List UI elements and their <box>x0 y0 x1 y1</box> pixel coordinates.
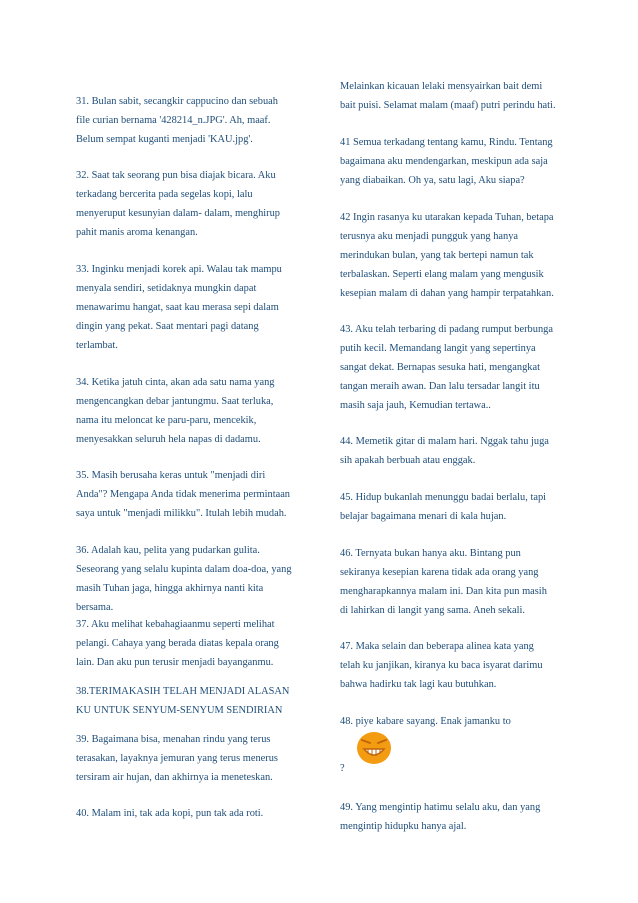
text-line: dingin yang pekat. Saat mentari pagi datang <box>76 321 259 332</box>
text-line: masih Tuhan jaga, hingga akhirnya nanti kita <box>76 583 264 594</box>
text-line: ? <box>340 763 345 774</box>
text-line: 49. Yang mengintip hatimu selalu aku, dan yang <box>340 802 541 813</box>
text-line: bagaimana aku mendengarkan, meskipun ada saja <box>340 156 548 167</box>
text-line: Melainkan kicauan lelaki mensyairkan bait demi <box>340 81 543 92</box>
text-line: 36. Adalah kau, pelita yang pudarkan gulita. <box>76 545 260 556</box>
text-line: saya untuk "menjadi milikku". Itulah lebih mudah. <box>76 508 287 519</box>
text-line: sangat dekat. Bernapas sesuka hati, mengangkat <box>340 362 540 373</box>
text-line: putih kecil. Memandang langit yang sepertinya <box>340 343 536 354</box>
text-line: tangan meraih awan. Dan lalu tersadar langit itu <box>340 381 540 392</box>
text-line: bahwa hadirku tak lagi kau butuhkan. <box>340 679 497 690</box>
text-line: tersiram air hujan, dan akhirnya ia meneteskan. <box>76 772 273 783</box>
text-line: 38.TERIMAKASIH TELAH MENJADI ALASAN <box>76 686 290 697</box>
text-line: 37. Aku melihat kebahagiaanmu seperti melihat <box>76 619 275 630</box>
text-line: pelangi. Cahaya yang berada diatas kepala orang <box>76 638 279 649</box>
text-line: sekiranya kesepian karena tidak ada orang yang <box>340 567 539 578</box>
text-line: di lahirkan di langit yang sama. Aneh sekali. <box>340 605 525 616</box>
text-line: 40. Malam ini, tak ada kopi, pun tak ada roti. <box>76 808 264 819</box>
text-line: terasakan, layaknya jemuran yang terus menerus <box>76 753 278 764</box>
text-line: mengintip hidupku hanya ajal. <box>340 821 467 832</box>
text-line: pahit manis aroma kenangan. <box>76 227 198 238</box>
text-line: 42 Ingin rasanya ku utarakan kepada Tuhan, betapa <box>340 212 554 223</box>
text-line: 39. Bagaimana bisa, menahan rindu yang terus <box>76 734 271 745</box>
text-line: menyesakkan seluruh hela napas di dadamu. <box>76 434 261 445</box>
text-line: 32. Saat tak seorang pun bisa diajak bicara. Aku <box>76 170 276 181</box>
text-line: belajar bagaimana menari di kala hujan. <box>340 511 507 522</box>
text-line: 43. Aku telah terbaring di padang rumput berbunga <box>340 324 553 335</box>
text-line: kesepian malam di dahan yang hampir terpatahkan. <box>340 288 554 299</box>
text-line: bait puisi. Selamat malam (maaf) putri perindu hati. <box>340 100 556 111</box>
text-line: Seseorang yang selalu kupinta dalam doa-doa, yang <box>76 564 292 575</box>
text-line: 41 Semua terkadang tentang kamu, Rindu. Tentang <box>340 137 553 148</box>
text-line: mengharapkannya malam ini. Dan kita pun masih <box>340 586 547 597</box>
text-line: Belum sempat kuganti menjadi 'KAU.jpg'. <box>76 134 253 145</box>
text-line: KU UNTUK SENYUM-SENYUM SENDIRIAN <box>76 705 283 716</box>
text-line: 34. Ketika jatuh cinta, akan ada satu nama yang <box>76 377 275 388</box>
text-line: Anda"? Mengapa Anda tidak menerima permintaan <box>76 489 290 500</box>
text-line: 48. piye kabare sayang. Enak jamanku to <box>340 716 511 727</box>
text-line: masih saja jauh, Kemudian tertawa.. <box>340 400 491 411</box>
text-line: menyeruput kesunyian dalam- dalam, menghirup <box>76 208 281 219</box>
text-line: 33. Inginku menjadi korek api. Walau tak mampu <box>76 264 282 275</box>
text-line: terkadang bercerita pada segelas kopi, lalu <box>76 189 253 200</box>
text-line: terbalaskan. Seperti elang malam yang mengusik <box>340 269 544 280</box>
grinning-smiley-icon <box>354 728 394 766</box>
text-line: nama itu meloncat ke paru-paru, mencekik, <box>76 415 257 426</box>
text-line: 31. Bulan sabit, secangkir cappucino dan sebuah <box>76 96 278 107</box>
text-line: terlambat. <box>76 340 118 351</box>
text-line: 44. Memetik gitar di malam hari. Nggak tahu juga <box>340 436 549 447</box>
text-line: 46. Ternyata bukan hanya aku. Bintang pun <box>340 548 521 559</box>
smiley-face <box>357 732 391 764</box>
text-line: bersama. <box>76 602 114 613</box>
text-line: menawarimu hangat, saat kau merasa sepi dalam <box>76 302 279 313</box>
text-line: 47. Maka selain dan beberapa alinea kata yang <box>340 641 534 652</box>
text-line: mengencangkan debar jantungmu. Saat terluka, <box>76 396 274 407</box>
text-line: terusnya aku menjadi pungguk yang hanya <box>340 231 519 242</box>
text-line: lain. Dan aku pun terusir menjadi bayanganmu. <box>76 657 274 668</box>
text-line: file curian bernama '428214_n.JPG'. Ah, maaf. <box>76 115 271 126</box>
text-line: menyala sendiri, setidaknya mungkin dapat <box>76 283 257 294</box>
text-line: telah ku janjikan, kiranya ku baca isyarat darimu <box>340 660 543 671</box>
text-line: yang diabaikan. Oh ya, satu lagi, Aku siapa? <box>340 175 525 186</box>
text-line: 45. Hidup bukanlah menunggu badai berlalu, tapi <box>340 492 547 503</box>
text-line: merindukan bulan, yang tak bertepi namun tak <box>340 250 534 261</box>
text-line: 35. Masih berusaha keras untuk "menjadi diri <box>76 470 266 481</box>
text-line: sih apakah berbuah atau enggak. <box>340 455 476 466</box>
